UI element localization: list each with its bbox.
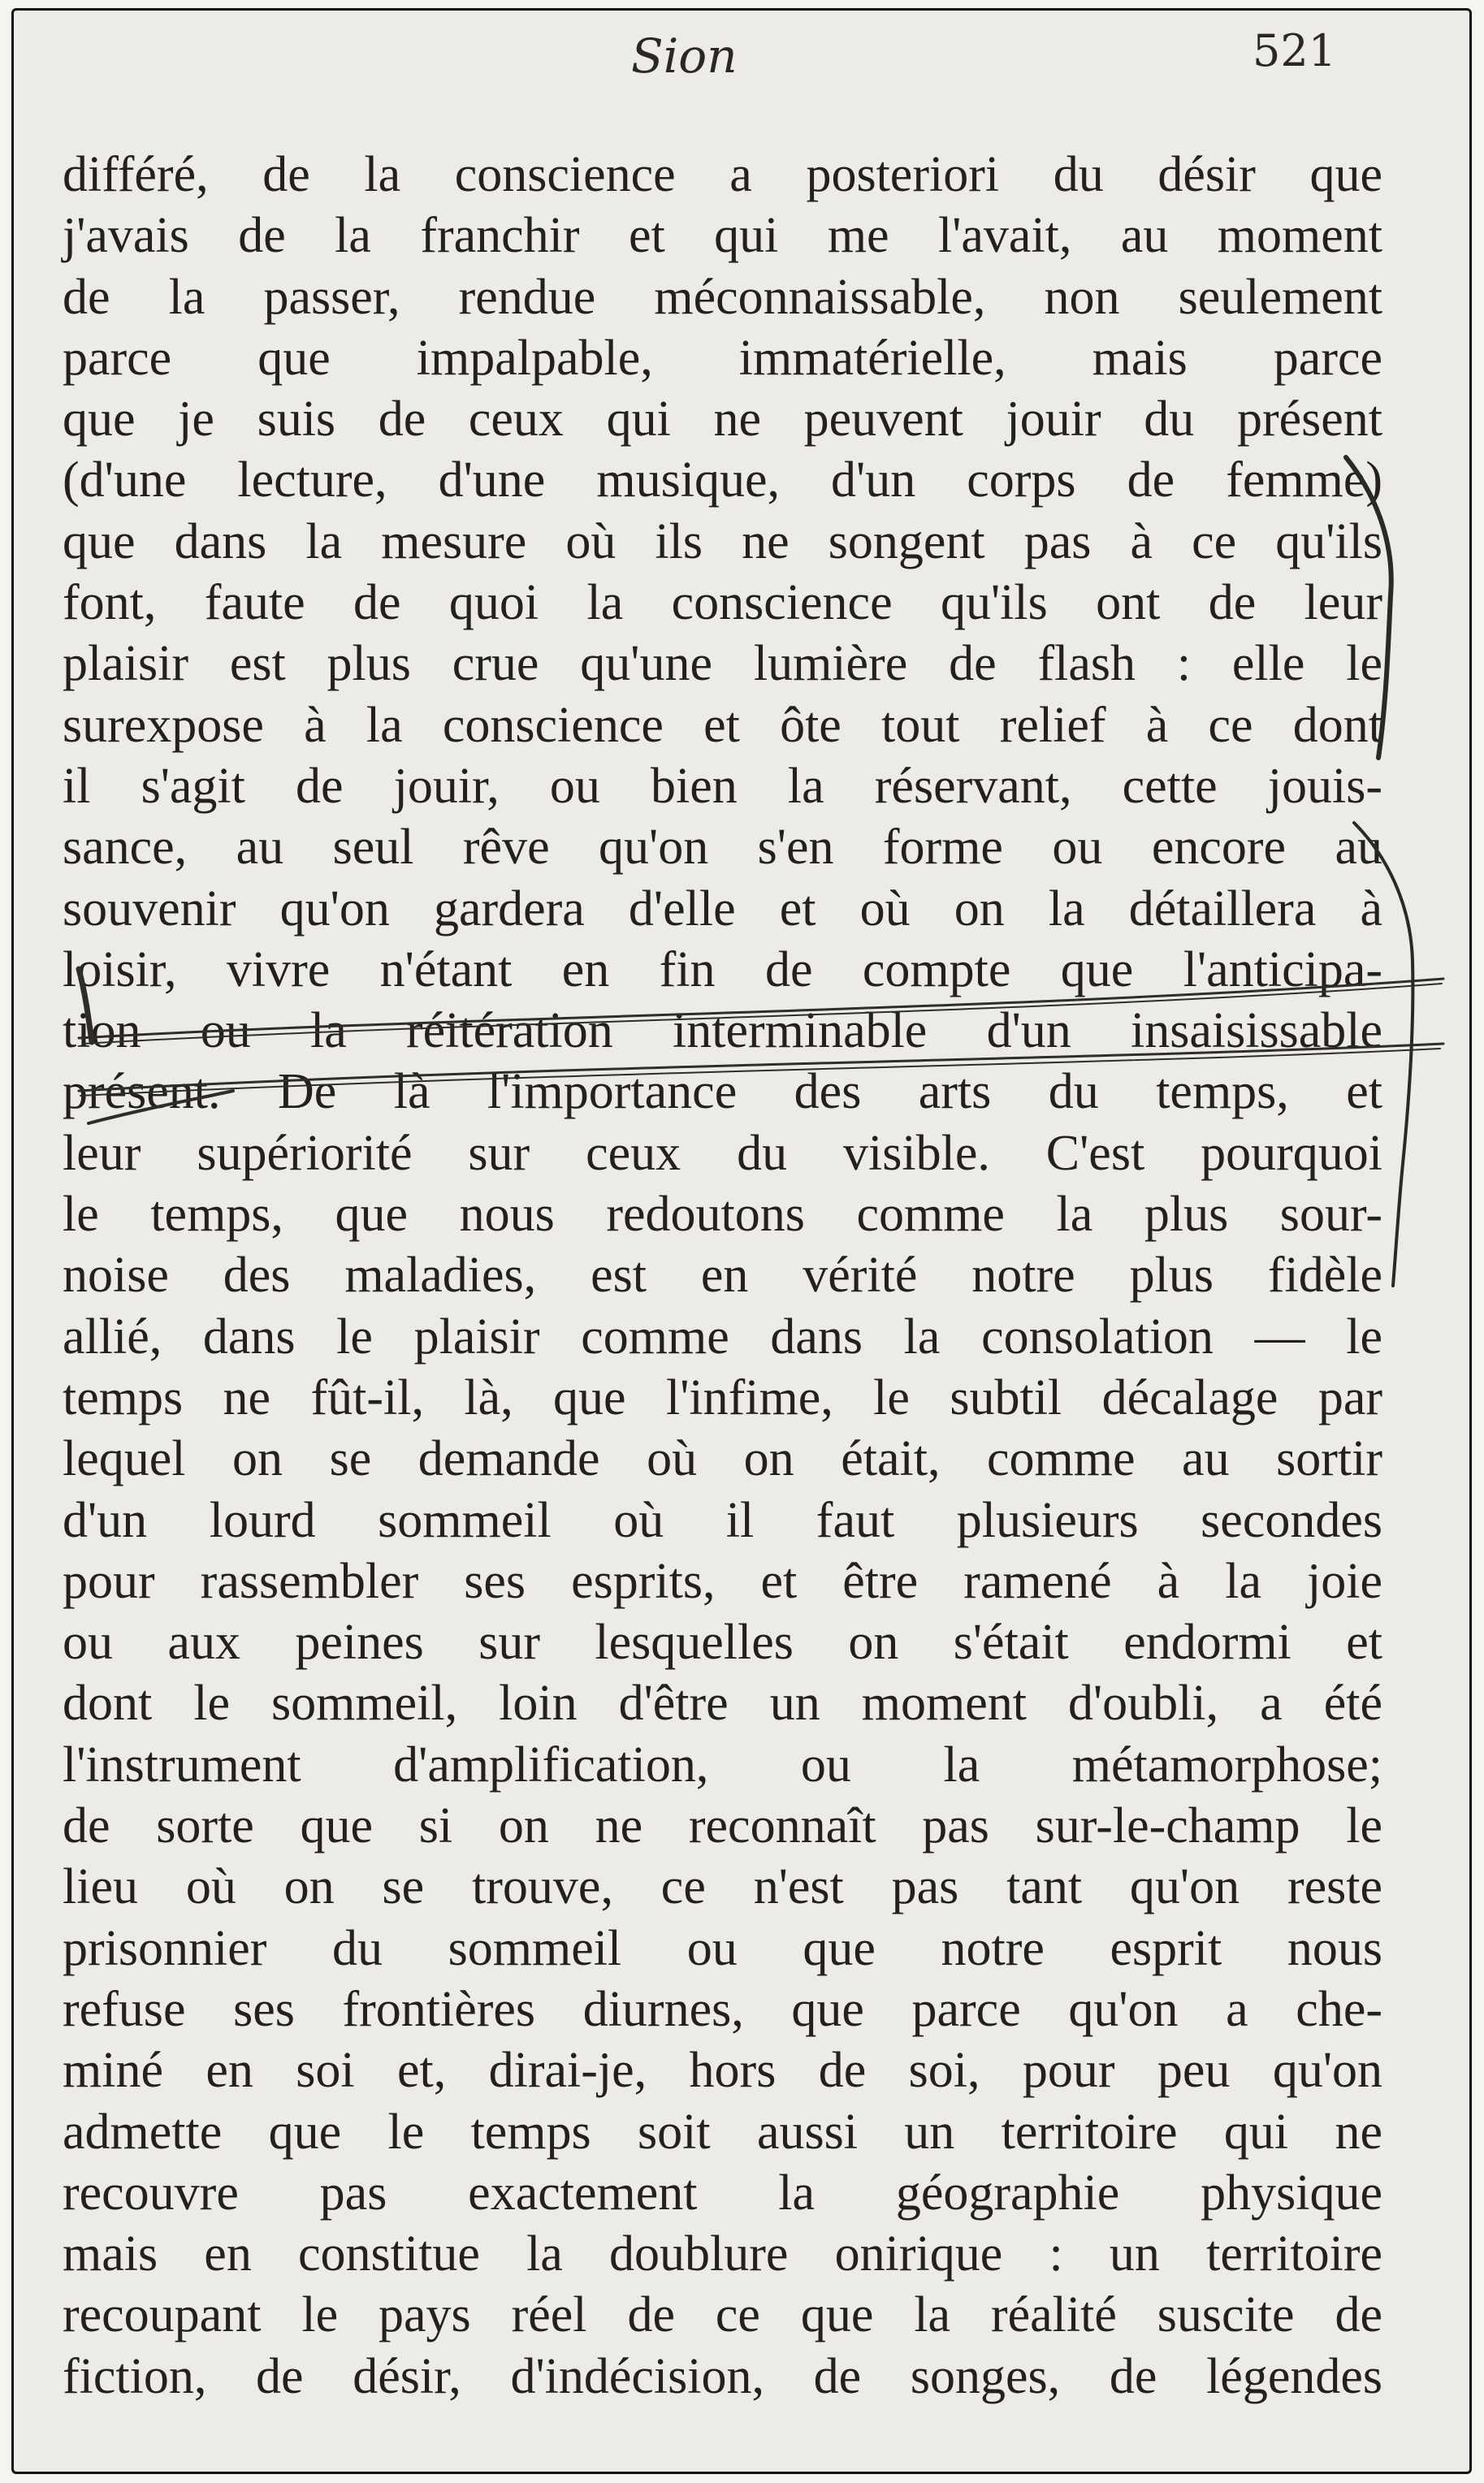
text-line: l'instrument d'amplification, ou la métamorphose; xyxy=(63,1737,1382,1793)
text-line: j'avais de la franchir et qui me l'avait, au moment xyxy=(63,208,1382,264)
text-line: tion ou la réitération interminable d'un insaisissable xyxy=(63,1003,1382,1059)
text-line: de la passer, rendue méconnaissable, non seulement xyxy=(63,269,1382,325)
text-line: ou aux peines sur lesquelles on s'était endormi et xyxy=(63,1615,1382,1671)
text-line: refuse ses frontières diurnes, que parce qu'on a che- xyxy=(63,1981,1382,2037)
text-line: de sorte que si on ne reconnaît pas sur-le-champ le xyxy=(63,1798,1382,1854)
running-title: Sion xyxy=(631,28,738,84)
text-line: font, faute de quoi la conscience qu'ils ont de leur xyxy=(63,575,1382,631)
text-line: leur supériorité sur ceux du visible. C'est pourquoi xyxy=(63,1125,1382,1181)
text-line: mais en constitue la doublure onirique : un territoire xyxy=(63,2226,1382,2282)
text-line: sance, au seul rêve qu'on s'en forme ou encore au xyxy=(63,820,1382,876)
text-line: pour rassembler ses esprits, et être ramené à la joie xyxy=(63,1553,1382,1609)
text-line: fiction, de désir, d'indécision, de songes, de légendes xyxy=(63,2348,1382,2404)
text-line: il s'agit de jouir, ou bien la réservant, cette jouis- xyxy=(63,758,1382,814)
text-line: temps ne fût-il, là, que l'infime, le subtil décalage par xyxy=(63,1369,1382,1425)
text-line: que je suis de ceux qui ne peuvent jouir du présent xyxy=(63,391,1382,448)
text-line: plaisir est plus crue qu'une lumière de flash : elle le xyxy=(63,636,1382,692)
text-line: que dans la mesure où ils ne songent pas à ce qu'ils xyxy=(63,513,1382,569)
text-line: noise des maladies, est en vérité notre plus fidèle xyxy=(63,1248,1382,1304)
page-number: 521 xyxy=(1253,25,1337,76)
text-line: miné en soi et, dirai-je, hors de soi, pour peu qu'on xyxy=(63,2043,1382,2099)
text-line: admette que le temps soit aussi un territoire qui ne xyxy=(63,2104,1382,2160)
text-line: présent. De là l'importance des arts du temps, et xyxy=(63,1064,1382,1120)
text-line: prisonnier du sommeil ou que notre esprit nous xyxy=(63,1920,1382,1976)
book-page xyxy=(11,8,1472,2474)
text-line: différé, de la conscience a posteriori du désir que xyxy=(63,147,1382,202)
text-line: d'un lourd sommeil où il faut plusieurs secondes xyxy=(63,1492,1382,1548)
text-line: le temps, que nous redoutons comme la plus sour- xyxy=(63,1187,1382,1243)
body-text xyxy=(63,145,1382,2407)
text-line: allié, dans le plaisir comme dans la consolation — le xyxy=(63,1309,1382,1365)
text-line: (d'une lecture, d'une musique, d'un corps de femme) xyxy=(63,452,1382,508)
text-line: surexpose à la conscience et ôte tout relief à ce dont xyxy=(63,697,1382,753)
text-line: recoupant le pays réel de ce que la réalité suscite de xyxy=(63,2287,1382,2343)
text-line: dont le sommeil, loin d'être un moment d'oubli, a été xyxy=(63,1676,1382,1732)
running-header xyxy=(14,19,1469,93)
text-line: loisir, vivre n'étant en fin de compte que l'anticipa- xyxy=(63,941,1382,997)
text-line: lequel on se demande où on était, comme au sortir xyxy=(63,1431,1382,1487)
text-line: souvenir qu'on gardera d'elle et où on la détaillera à xyxy=(63,880,1382,937)
text-line: lieu où on se trouve, ce n'est pas tant qu'on reste xyxy=(63,1859,1382,1915)
text-line: recouvre pas exactement la géographie physique xyxy=(63,2165,1382,2221)
text-line: parce que impalpable, immatérielle, mais parce xyxy=(63,330,1382,386)
